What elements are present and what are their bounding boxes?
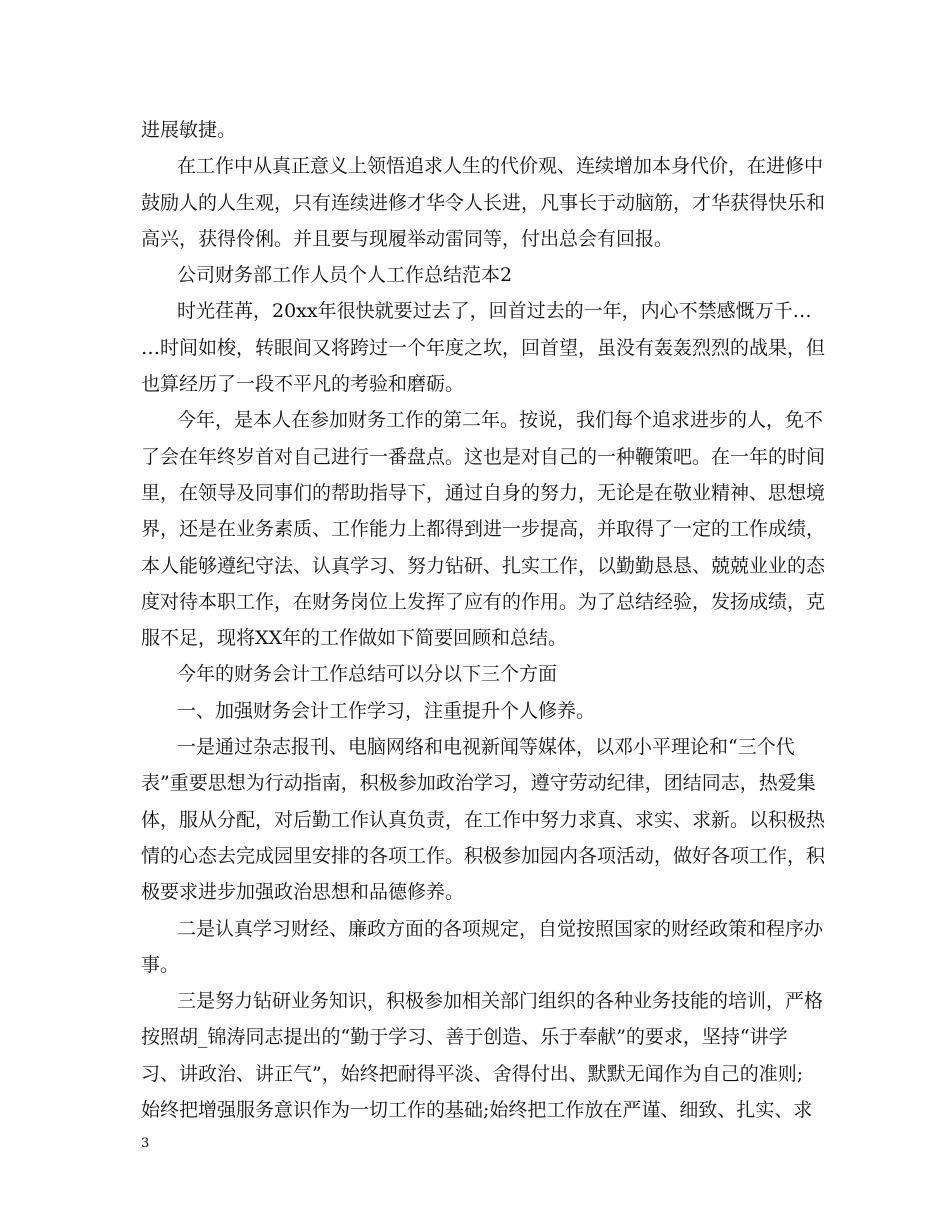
text-line: 时光荏苒，20xx年很快就要过去了，回首过去的一年，内心不禁感慨万千… [177, 300, 812, 323]
text-line: 今年，是本人在参加财务工作的第二年。按说，我们每个追求进步的人，免不 [177, 409, 824, 432]
text-line: 按照胡_锦涛同志提出的“勤于学习、善于创造、乐于奉献”的要求，坚持“讲学 [141, 1026, 788, 1049]
text-line: 也算经历了一段不平凡的考验和磨砺。 [141, 373, 465, 396]
text-line: 公司财务部工作人员个人工作总结范本2 [177, 264, 513, 287]
text-line: 里，在领导及同事们的帮助指导下，通过自身的努力，无论是在敬业精神、思想境 [141, 481, 826, 504]
text-line: 一、加强财务会计工作学习，注重提升个人修养。 [177, 699, 596, 722]
text-line: 在工作中从真正意义上领悟追求人生的代价观、连续增加本身代价，在进修中 [177, 155, 824, 178]
text-line: 进展敏捷。 [141, 119, 237, 141]
text-line: 界，还是在业务素质、工作能力上都得到进一步提高，并取得了一定的工作成绩， [141, 518, 826, 541]
text-line: 体，服从分配，对后勤工作认真负责，在工作中努力求真、求实、求新。以积极热 [141, 808, 826, 831]
text-line: 极要求进步加强政治思想和品德修养。 [141, 881, 465, 904]
text-line: 一是通过杂志报刊、电脑网络和电视新闻等媒体，以邓小平理论和“三个代 [177, 736, 795, 759]
text-line: 今年的财务会计工作总结可以分以下三个方面 [177, 663, 558, 686]
text-line: 始终把增强服务意识作为一切工作的基础;始终把工作放在严谨、细致、扎实、求 [141, 1099, 813, 1122]
text-line: 情的心态去完成园里安排的各项工作。积极参加园内各项活动，做好各项工作，积 [141, 844, 826, 867]
text-line: …时间如梭，转眼间又将跨过一个年度之坎，回首望，虽没有轰轰烈烈的战果，但 [141, 336, 826, 359]
text-line: 本人能够遵纪守法、认真学习、努力钻研、扎实工作，以勤勤恳恳、兢兢业业的态 [141, 554, 826, 577]
text-line: 表”重要思想为行动指南，积极参加政治学习，遵守劳动纪律，团结同志，热爱集 [141, 772, 816, 795]
text-line: 高兴，获得伶俐。并且要与现履举动雷同等，付出总会有回报。 [141, 227, 674, 250]
text-line: 习、讲政治、讲正气”，始终把耐得平淡、舍得付出、默默无闻作为自己的准则; [141, 1062, 804, 1085]
document-body [141, 112, 826, 1128]
page-number: 3 [141, 1136, 150, 1151]
text-line: 度对待本职工作，在财务岗位上发挥了应有的作用。为了总结经验，发扬成绩，克 [141, 590, 826, 613]
text-line: 二是认真学习财经、廉政方面的各项规定，自觉按照国家的财经政策和程序办 [177, 917, 824, 940]
text-line: 三是努力钻研业务知识，积极参加相关部门组织的各种业务技能的培训，严格 [177, 990, 824, 1013]
text-line: 服不足，现将XX年的工作做如下简要回顾和总结。 [141, 627, 568, 650]
text-line: 了会在年终岁首对自己进行一番盘点。这也是对自己的一种鞭策吧。在一年的时间 [141, 445, 826, 468]
text-line: 鼓励人的人生观，只有连续进修才华令人长进，凡事长于动脑筋，才华获得快乐和 [141, 191, 826, 214]
text-line: 事。 [141, 953, 180, 976]
